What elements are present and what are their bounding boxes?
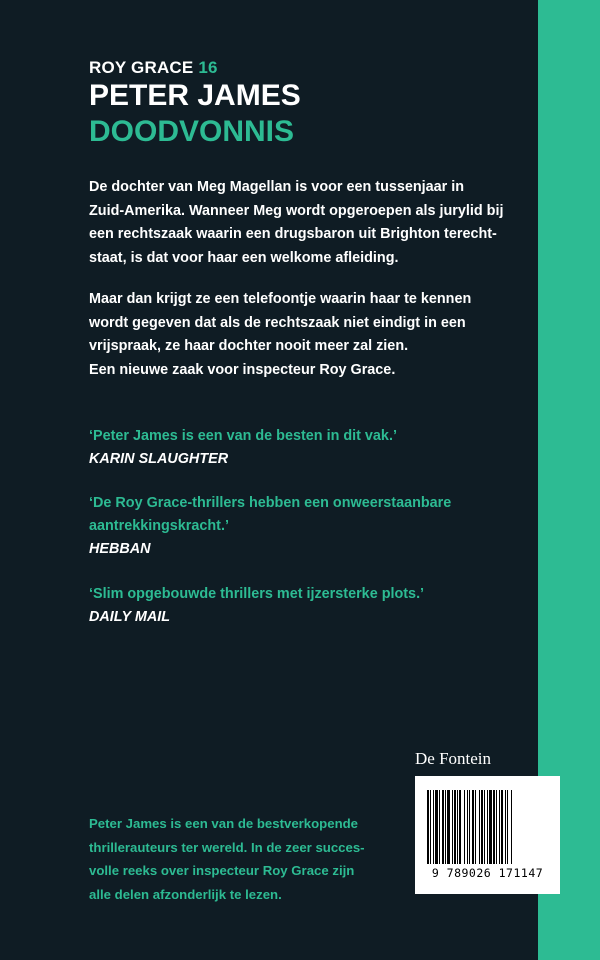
series-name: ROY GRACE [89,58,194,77]
blurb-line: een rechtszaak waarin een drugsbaron uit Brighton terecht- [89,226,497,242]
quote-source: DAILY MAIL [89,609,171,625]
quote-text: ‘De Roy Grace-thrillers hebben een onweerstaanbare [89,495,452,511]
quote-source: KARIN SLAUGHTER [89,451,229,467]
author-name: PETER JAMES [89,79,301,112]
blurb-line: De dochter van Meg Magellan is voor een tussenjaar in [89,179,465,195]
bio-line: Peter James is een van de bestverkopende [89,816,359,831]
blurb-line: wordt gegeven dat als de rechtszaak niet eindigt in een [89,314,466,331]
quote-text: aantrekkingskracht.’ [89,518,229,534]
blurb-line: vrijspraak, ze haar dochter nooit meer zal zien. [89,338,409,354]
series-number: 16 [198,58,218,77]
quote-text: ‘Slim opgebouwde thrillers met ijzersterke plots.’ [89,586,425,602]
blurb-line: Maar dan krijgt ze een telefoontje waarin haar te kennen [89,291,472,307]
blurb-paragraph-2 [89,288,529,382]
quote-text: ‘Peter James is een van de besten in dit vak.’ [89,428,397,444]
author-bio [89,812,389,906]
review-quote-2 [89,492,529,561]
blurb-line: staat, is dat voor haar een welkome afleiding. [89,249,399,266]
bio-line: alle delen afzonderlijk te lezen. [89,886,282,902]
series-label [89,58,218,78]
blurb-paragraph-1 [89,176,529,270]
bio-line: volle reeks over inspecteur Roy Grace zijn [89,863,355,878]
blurb-line: Een nieuwe zaak voor inspecteur Roy Grace. [89,361,396,378]
review-quote-1 [89,425,529,471]
isbn-number: 9 789026 171147 [431,866,544,880]
book-title: DOODVONNIS [89,115,295,148]
publisher-name: De Fontein [415,749,492,768]
bio-line: thrillerauteurs ter wereld. In de zeer succes- [89,839,365,855]
review-quote-3 [89,583,529,629]
quote-source: HEBBAN [89,541,151,557]
blurb-line: Zuid-Amerika. Wanneer Meg wordt opgeroepen als jurylid bij [89,202,504,219]
barcode [415,776,560,894]
